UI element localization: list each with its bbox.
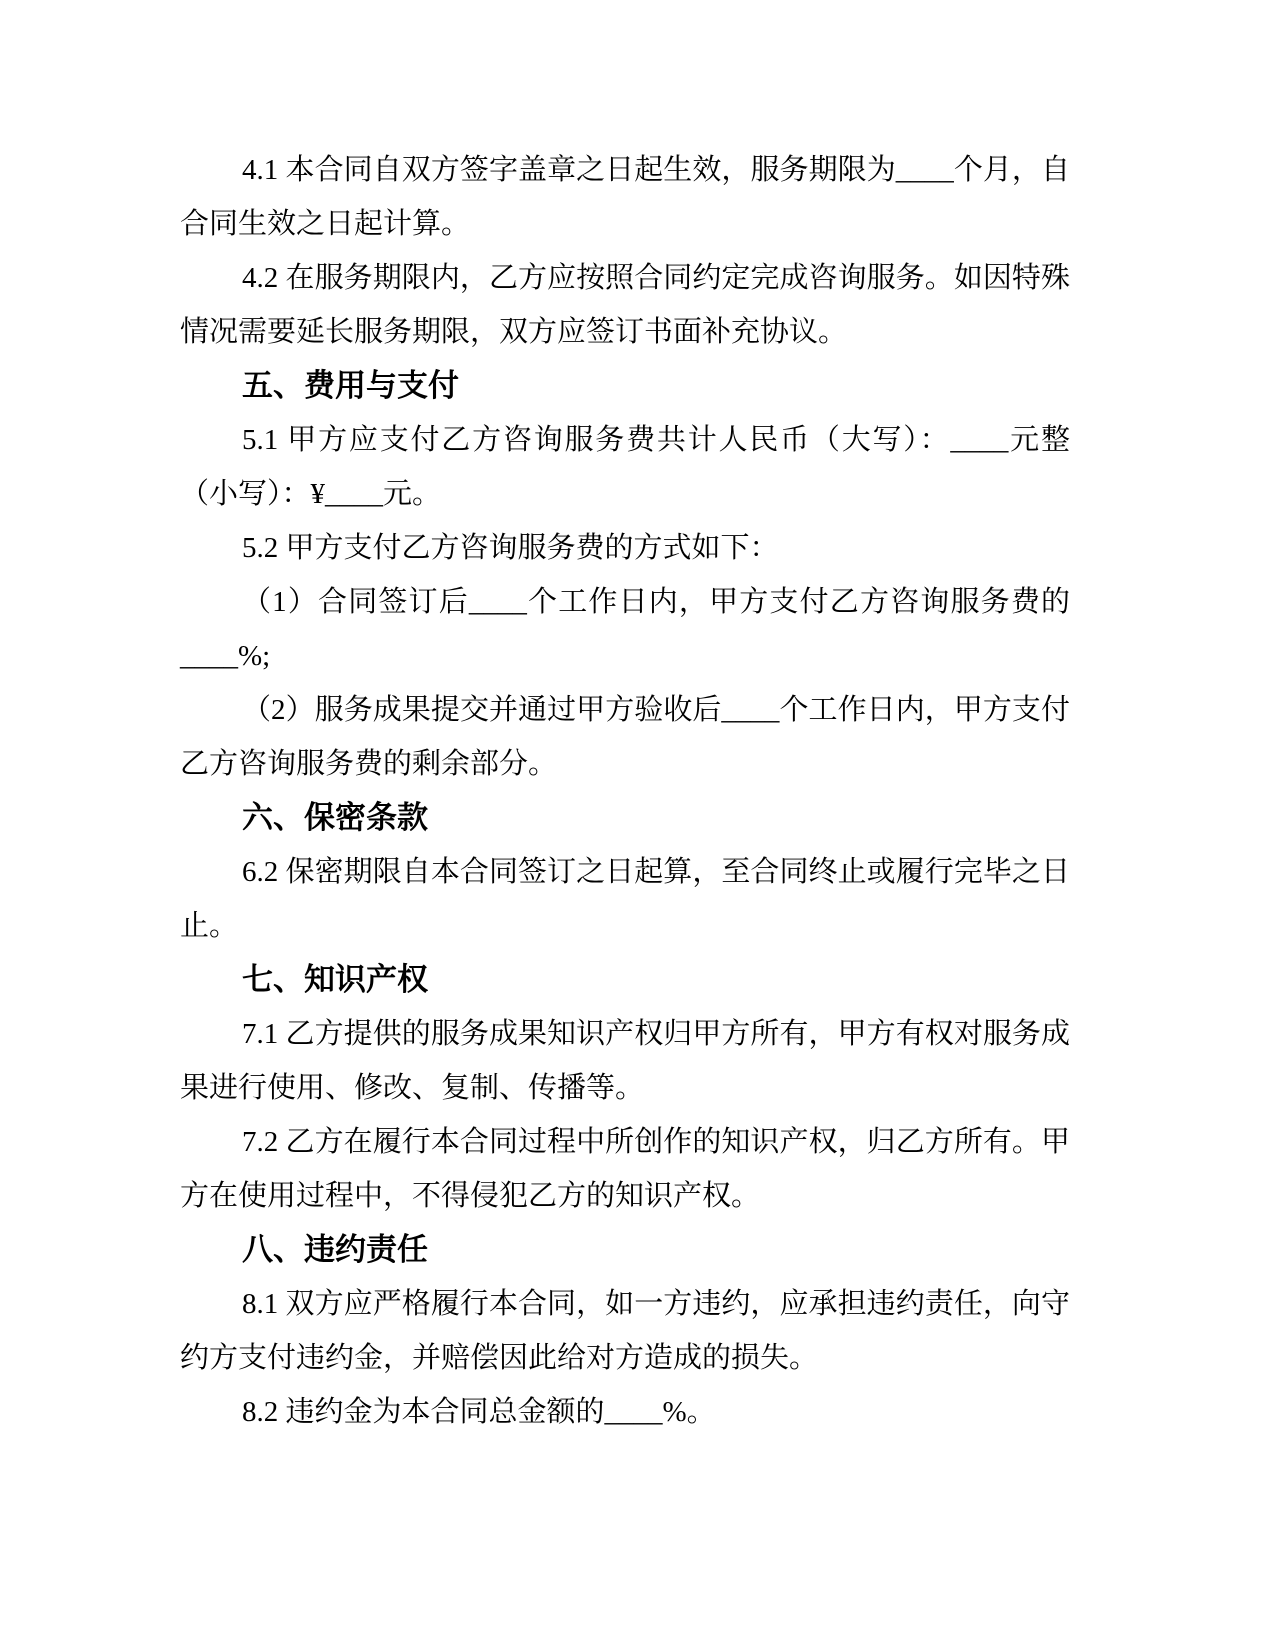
clause-5-2: 5.2 甲方支付乙方咨询服务费的方式如下： xyxy=(242,532,779,564)
contract-body xyxy=(180,143,1070,1439)
section-heading-breach-liability: 八、违约责任 xyxy=(242,1232,428,1267)
clause-4-1: 4.1 本合同自双方签字盖章之日起生效，服务期限为____个月，自合同生效之日起计算。 xyxy=(180,154,1070,240)
section-heading-fees: 五、费用与支付 xyxy=(242,368,459,403)
clause-5-1: 5.1 甲方应支付乙方咨询服务费共计人民币（大写）：____元整（小写）：¥____元。 xyxy=(180,424,1070,510)
clause-7-1: 7.1 乙方提供的服务成果知识产权归甲方所有，甲方有权对服务成果进行使用、修改、复制、传播等。 xyxy=(180,1018,1070,1104)
clause-7-2: 7.2 乙方在履行本合同过程中所创作的知识产权，归乙方所有。甲方在使用过程中，不得侵犯乙方的知识产权。 xyxy=(180,1126,1070,1212)
clause-6-2: 6.2 保密期限自本合同签订之日起算，至合同终止或履行完毕之日止。 xyxy=(180,856,1070,942)
clause-4-2: 4.2 在服务期限内，乙方应按照合同约定完成咨询服务。如因特殊情况需要延长服务期限，双方应签订书面补充协议。 xyxy=(180,262,1070,348)
clause-8-2: 8.2 违约金为本合同总金额的____%。 xyxy=(242,1396,716,1428)
section-heading-intellectual-property: 七、知识产权 xyxy=(242,962,428,997)
clause-5-2-item-1: （1）合同签订后____个工作日内，甲方支付乙方咨询服务费的____%; xyxy=(180,586,1070,672)
clause-5-2-item-2: （2）服务成果提交并通过甲方验收后____个工作日内，甲方支付乙方咨询服务费的剩余部分。 xyxy=(180,694,1070,780)
section-heading-confidentiality: 六、保密条款 xyxy=(242,800,428,835)
clause-8-1: 8.1 双方应严格履行本合同，如一方违约，应承担违约责任，向守约方支付违约金，并赔偿因此给对方造成的损失。 xyxy=(180,1288,1070,1374)
